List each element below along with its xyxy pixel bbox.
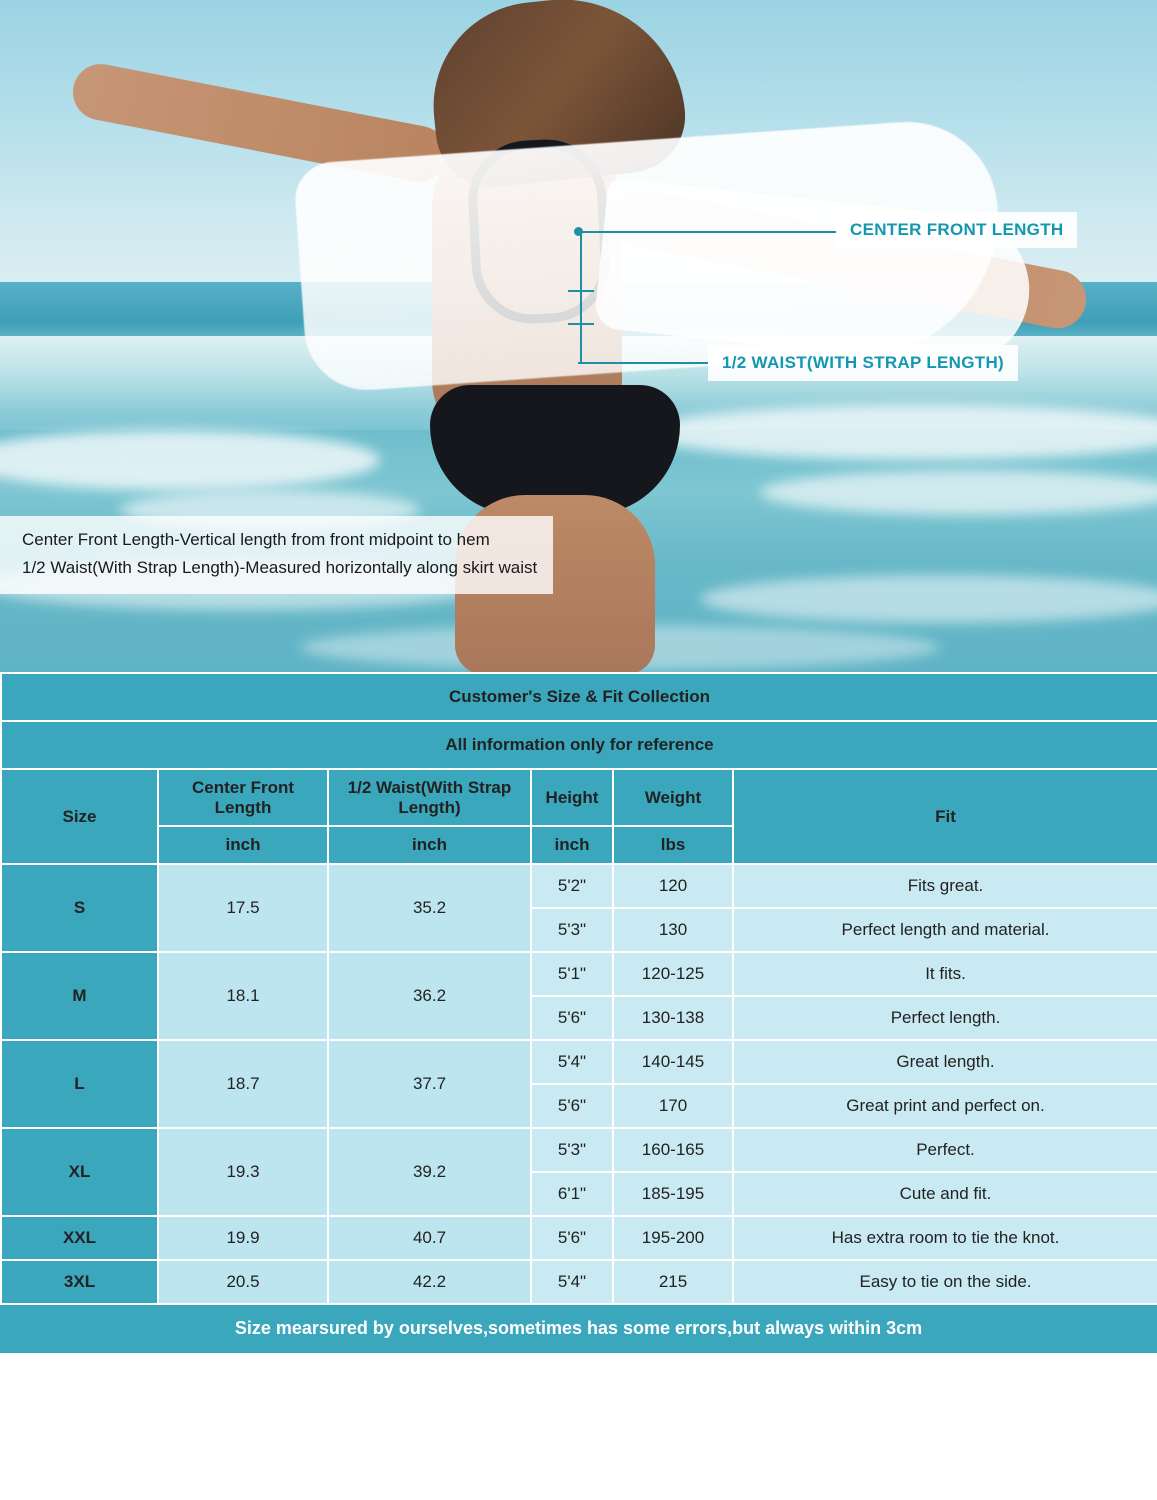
- table-row: [1, 1260, 1157, 1304]
- cell-size: M: [1, 952, 158, 1040]
- callout-leader-line: [578, 362, 708, 364]
- cell-height: 5'1": [531, 952, 613, 996]
- callout-center-front-length: CENTER FRONT LENGTH: [836, 212, 1077, 248]
- measurement-vertical-line: [580, 231, 582, 363]
- cell-height: 5'3": [531, 908, 613, 952]
- cell-half-waist: 42.2: [328, 1260, 531, 1304]
- cell-height: 5'6": [531, 1084, 613, 1128]
- size-chart: [0, 672, 1157, 1353]
- cell-front-length: 18.7: [158, 1040, 328, 1128]
- cell-size: 3XL: [1, 1260, 158, 1304]
- table-subtitle: All information only for reference: [1, 721, 1157, 769]
- cell-fit: Cute and fit.: [733, 1172, 1157, 1216]
- table-row: [1, 864, 1157, 908]
- cell-fit: Great print and perfect on.: [733, 1084, 1157, 1128]
- cell-weight: 140-145: [613, 1040, 733, 1084]
- table-title-row: [1, 673, 1157, 721]
- unit-center-front-length: inch: [158, 826, 328, 864]
- table-row: [1, 1128, 1157, 1172]
- cell-weight: 160-165: [613, 1128, 733, 1172]
- cell-height: 5'2": [531, 864, 613, 908]
- cell-half-waist: 35.2: [328, 864, 531, 952]
- table-footer-note: Size mearsured by ourselves,sometimes has some errors,but always within 3cm: [0, 1305, 1157, 1353]
- measurement-tick: [568, 290, 594, 292]
- cell-weight: 195-200: [613, 1216, 733, 1260]
- unit-weight: lbs: [613, 826, 733, 864]
- product-photo: [0, 0, 1157, 672]
- header-height: Height: [531, 769, 613, 826]
- measurement-point-marker: [574, 227, 583, 236]
- unit-half-waist: inch: [328, 826, 531, 864]
- header-size: Size: [1, 769, 158, 864]
- cell-front-length: 17.5: [158, 864, 328, 952]
- cell-height: 5'6": [531, 1216, 613, 1260]
- cell-fit: Has extra room to tie the knot.: [733, 1216, 1157, 1260]
- table-subtitle-row: [1, 721, 1157, 769]
- cell-fit: Fits great.: [733, 864, 1157, 908]
- cell-height: 5'4": [531, 1040, 613, 1084]
- cell-fit: It fits.: [733, 952, 1157, 996]
- cell-height: 5'6": [531, 996, 613, 1040]
- cell-height: 5'4": [531, 1260, 613, 1304]
- table-header-row-1: [1, 769, 1157, 826]
- cell-weight: 185-195: [613, 1172, 733, 1216]
- unit-height: inch: [531, 826, 613, 864]
- measurement-legend: [0, 516, 553, 594]
- cell-weight: 120: [613, 864, 733, 908]
- cell-size: L: [1, 1040, 158, 1128]
- cell-fit: Great length.: [733, 1040, 1157, 1084]
- header-weight: Weight: [613, 769, 733, 826]
- header-half-waist: 1/2 Waist(With Strap Length): [328, 769, 531, 826]
- table-row: [1, 952, 1157, 996]
- cell-weight: 215: [613, 1260, 733, 1304]
- cell-front-length: 18.1: [158, 952, 328, 1040]
- header-center-front-length: Center Front Length: [158, 769, 328, 826]
- cell-fit: Perfect length.: [733, 996, 1157, 1040]
- callout-leader-line: [578, 231, 836, 233]
- legend-line-2: 1/2 Waist(With Strap Length)-Measured horizontally along skirt waist: [22, 558, 538, 578]
- cell-fit: Easy to tie on the side.: [733, 1260, 1157, 1304]
- cell-height: 5'3": [531, 1128, 613, 1172]
- table-row: [1, 1040, 1157, 1084]
- header-fit: Fit: [733, 769, 1157, 864]
- measurement-tick: [568, 323, 594, 325]
- cell-half-waist: 39.2: [328, 1128, 531, 1216]
- table-title: Customer's Size & Fit Collection: [1, 673, 1157, 721]
- cell-height: 6'1": [531, 1172, 613, 1216]
- table-row: [1, 1216, 1157, 1260]
- cell-weight: 130-138: [613, 996, 733, 1040]
- cell-fit: Perfect.: [733, 1128, 1157, 1172]
- cell-weight: 120-125: [613, 952, 733, 996]
- size-table: [0, 672, 1157, 1305]
- cell-half-waist: 40.7: [328, 1216, 531, 1260]
- cell-size: XXL: [1, 1216, 158, 1260]
- cell-size: S: [1, 864, 158, 952]
- cell-fit: Perfect length and material.: [733, 908, 1157, 952]
- cell-half-waist: 36.2: [328, 952, 531, 1040]
- cell-front-length: 19.3: [158, 1128, 328, 1216]
- cell-weight: 170: [613, 1084, 733, 1128]
- cell-weight: 130: [613, 908, 733, 952]
- cell-front-length: 20.5: [158, 1260, 328, 1304]
- legend-line-1: Center Front Length-Vertical length from front midpoint to hem: [22, 530, 490, 549]
- callout-half-waist: 1/2 WAIST(WITH STRAP LENGTH): [708, 345, 1018, 381]
- cell-half-waist: 37.7: [328, 1040, 531, 1128]
- cell-front-length: 19.9: [158, 1216, 328, 1260]
- cell-size: XL: [1, 1128, 158, 1216]
